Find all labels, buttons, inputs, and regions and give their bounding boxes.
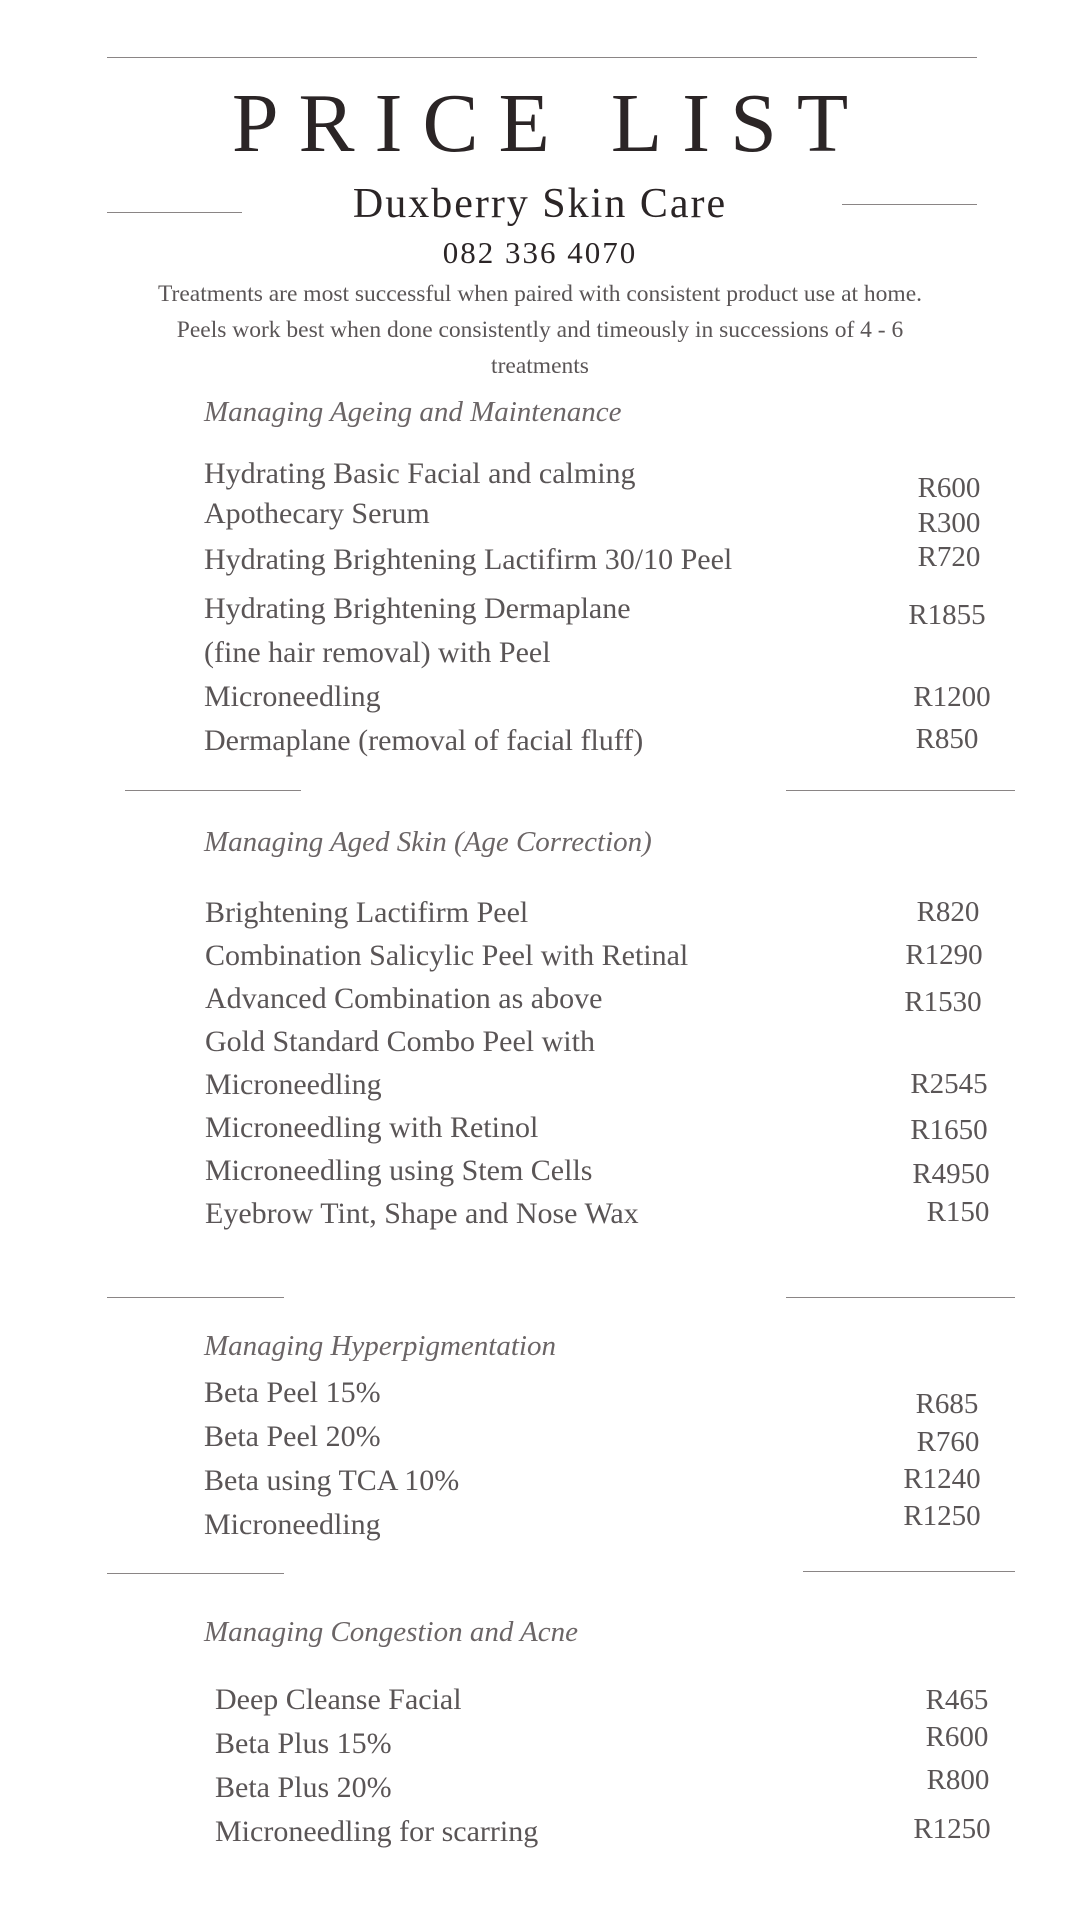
treatment-price: R1855 xyxy=(908,599,986,631)
intro-line: Treatments are most successful when paired with consistent product use at home. xyxy=(157,281,922,307)
section-title-congestion-acne: Managing Congestion and Acne xyxy=(204,1616,579,1648)
treatment-price: R760 xyxy=(916,1426,980,1458)
treatment-price: R1650 xyxy=(910,1114,988,1146)
treatment-price: R1250 xyxy=(903,1500,981,1532)
divider-right xyxy=(803,1571,1015,1572)
treatment-name: Beta using TCA 10% xyxy=(204,1464,460,1497)
treatment-price: R800 xyxy=(926,1764,990,1796)
treatment-price: R820 xyxy=(916,896,980,928)
treatment-name: Hydrating Brightening Dermaplane xyxy=(204,592,631,625)
business-name: Duxberry Skin Care xyxy=(352,181,728,227)
section-title-hyperpigmentation: Managing Hyperpigmentation xyxy=(204,1330,556,1362)
treatment-price: R150 xyxy=(926,1196,990,1228)
top-divider xyxy=(107,57,977,58)
treatment-name: Microneedling xyxy=(204,1508,381,1541)
treatment-price: R2545 xyxy=(910,1068,988,1100)
treatment-name: Beta Plus 15% xyxy=(215,1727,392,1760)
treatment-name: Microneedling xyxy=(204,680,381,713)
treatment-price: R1530 xyxy=(904,986,982,1018)
page-title: PRICE LIST xyxy=(231,77,869,170)
section-title-ageing-maintenance: Managing Ageing and Maintenance xyxy=(204,396,622,428)
intro-line: Peels work best when done consistently and timeously in successions of 4 - 6 xyxy=(176,317,904,343)
phone-number: 082 336 4070 xyxy=(442,235,638,270)
treatment-price: R600 xyxy=(917,472,981,504)
treatment-name: Microneedling for scarring xyxy=(215,1815,539,1848)
treatment-price: R720 xyxy=(917,541,981,573)
treatment-name: Eyebrow Tint, Shape and Nose Wax xyxy=(205,1197,639,1230)
treatment-name: Microneedling with Retinol xyxy=(205,1111,539,1144)
treatment-price: R850 xyxy=(915,723,979,755)
section-title-aged-skin: Managing Aged Skin (Age Correction) xyxy=(204,826,652,858)
intro-line: treatments xyxy=(491,353,589,379)
treatment-name: Microneedling xyxy=(205,1068,382,1101)
divider-left xyxy=(125,790,301,791)
treatment-price: R1250 xyxy=(913,1813,991,1845)
treatment-name: Brightening Lactifirm Peel xyxy=(205,896,529,929)
treatment-name: Microneedling using Stem Cells xyxy=(205,1154,593,1187)
treatment-price: R300 xyxy=(917,507,981,539)
treatment-name: Beta Plus 20% xyxy=(215,1771,392,1804)
treatment-name: Apothecary Serum xyxy=(204,497,430,530)
treatment-name: Dermaplane (removal of facial fluff) xyxy=(204,724,644,757)
divider-right xyxy=(786,790,1015,791)
divider-left xyxy=(107,1297,284,1298)
treatment-name: Advanced Combination as above xyxy=(205,982,603,1015)
treatment-price: R1200 xyxy=(913,681,991,713)
treatment-name: Deep Cleanse Facial xyxy=(215,1683,462,1716)
divider-left xyxy=(107,1573,284,1574)
treatment-price: R685 xyxy=(915,1388,979,1420)
treatment-name: Hydrating Brightening Lactifirm 30/10 Peel xyxy=(204,543,733,576)
treatment-price: R600 xyxy=(925,1721,989,1753)
treatment-price: R1290 xyxy=(905,939,983,971)
treatment-price: R1240 xyxy=(903,1463,981,1495)
treatment-name: Gold Standard Combo Peel with xyxy=(205,1025,595,1058)
treatment-price: R465 xyxy=(925,1684,989,1716)
divider-right xyxy=(786,1297,1015,1298)
treatment-name: Combination Salicylic Peel with Retinal xyxy=(205,939,689,972)
treatment-price: R4950 xyxy=(912,1158,990,1190)
treatment-name: Beta Peel 20% xyxy=(204,1420,381,1453)
treatment-name: Hydrating Basic Facial and calming xyxy=(204,457,636,490)
treatment-name: Beta Peel 15% xyxy=(204,1376,381,1409)
intro-text xyxy=(60,276,1020,384)
treatment-name: (fine hair removal) with Peel xyxy=(204,636,551,669)
